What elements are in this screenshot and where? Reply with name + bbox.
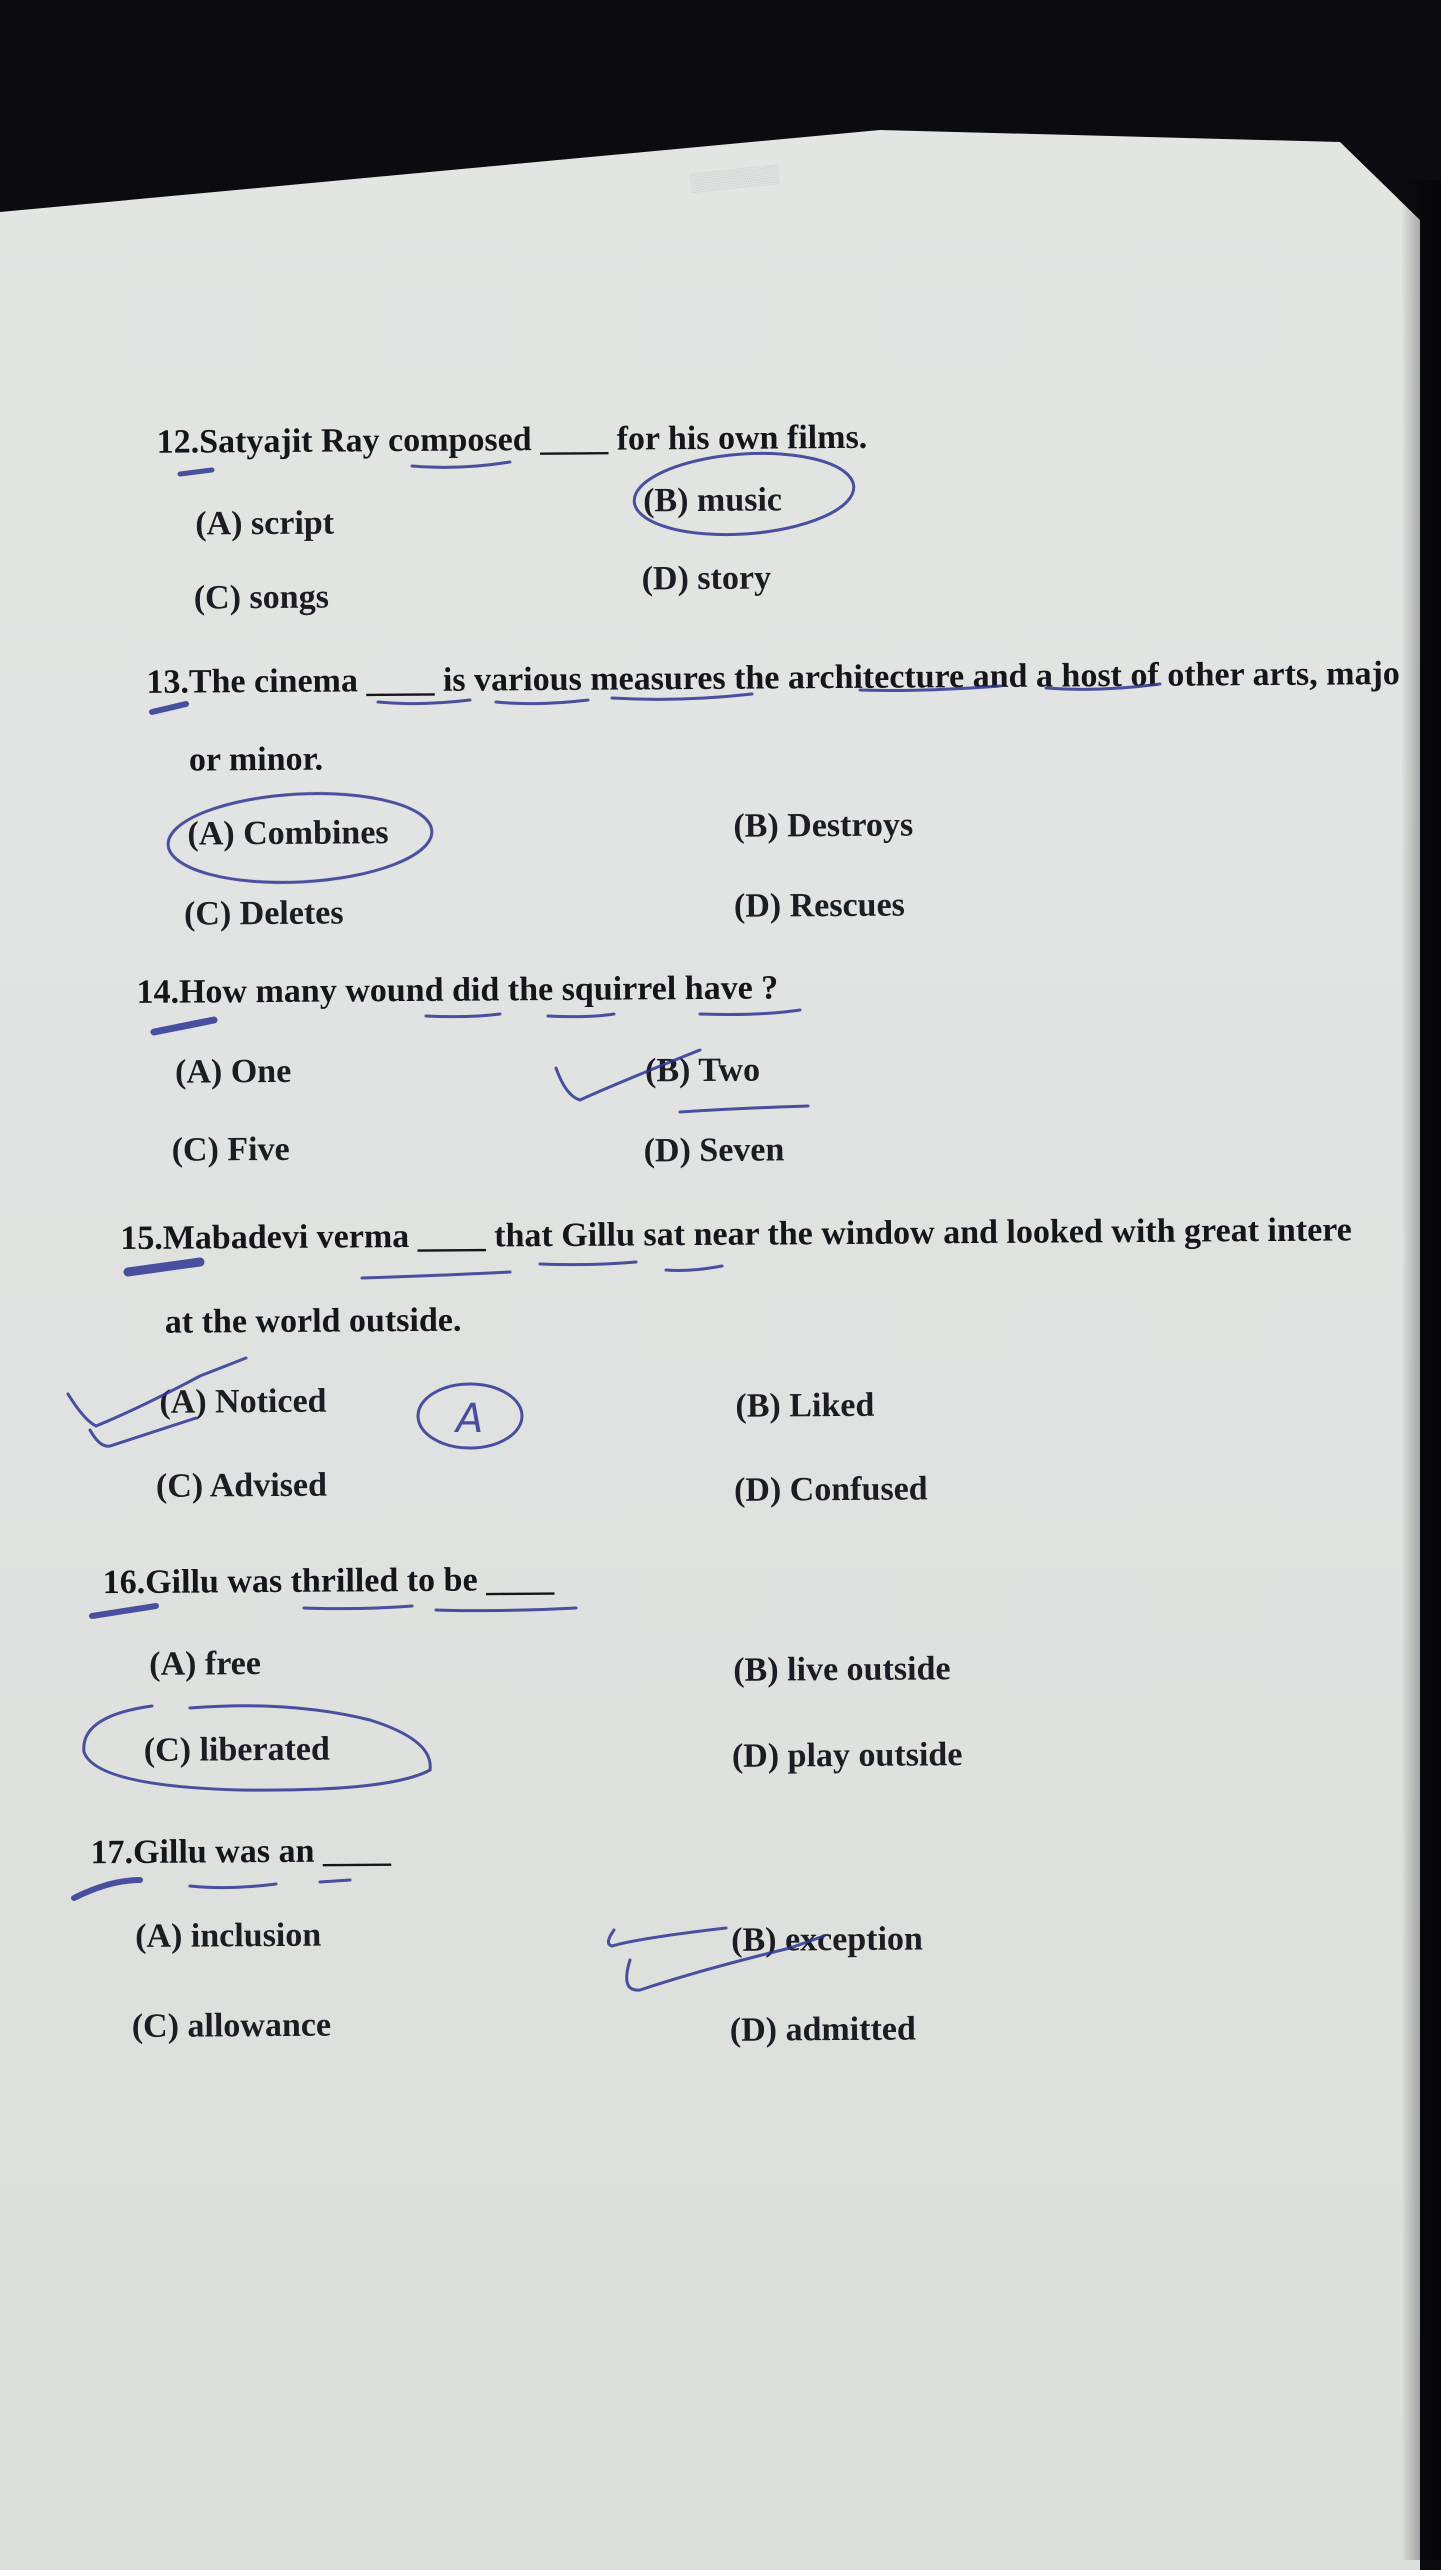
q12-option-b[interactable]: (B) music	[642, 481, 783, 520]
q12-option-c[interactable]: (C) songs	[193, 578, 329, 617]
faint-stamp-mark: ▒▒▒▒▒▒▒	[689, 163, 781, 193]
q14-option-b[interactable]: (B) Two	[644, 1051, 761, 1090]
q16-option-b[interactable]: (B) live outside	[733, 1650, 951, 1689]
q12-option-d[interactable]: (D) story	[641, 559, 772, 598]
handwritten-note: A	[456, 1396, 484, 1442]
q17-option-d[interactable]: (D) admitted	[729, 2010, 916, 2049]
q15-continuation: at the world outside.	[164, 1301, 462, 1341]
question-text: How many wound did the squirrel have ?	[178, 969, 779, 1011]
q16-option-d[interactable]: (D) play outside	[731, 1736, 963, 1775]
answer-blank: ____	[417, 1217, 486, 1255]
question-text-after: that Gillu sat near the window and looked with great intere	[494, 1211, 1352, 1255]
question-text: Mabadevi verma	[162, 1218, 410, 1257]
question-text: Gillu was thrilled to be	[145, 1561, 478, 1601]
question-13	[146, 655, 1400, 702]
q12-option-a[interactable]: (A) script	[195, 504, 335, 543]
question-text-after: for his own films.	[616, 418, 868, 458]
question-15	[120, 1211, 1352, 1258]
question-17	[90, 1832, 391, 1872]
q15-option-a[interactable]: (A) Noticed	[159, 1382, 327, 1421]
question-text: The cinema	[188, 662, 359, 701]
q15-option-c[interactable]: (C) Advised	[155, 1466, 328, 1505]
q15-option-b[interactable]: (B) Liked	[735, 1386, 875, 1425]
q14-option-d[interactable]: (D) Seven	[643, 1131, 785, 1170]
q17-option-c[interactable]: (C) allowance	[131, 2006, 332, 2045]
q15-option-d[interactable]: (D) Confused	[733, 1470, 928, 1509]
q13-option-d[interactable]: (D) Rescues	[733, 886, 905, 925]
question-number: 15.	[120, 1219, 163, 1258]
question-number: 12.	[156, 423, 200, 461]
q13-option-c[interactable]: (C) Deletes	[183, 894, 344, 933]
q16-option-c[interactable]: (C) liberated	[143, 1730, 330, 1769]
q14-option-c[interactable]: (C) Five	[171, 1130, 290, 1169]
q13-option-a[interactable]: (A) Combines	[187, 814, 389, 853]
answer-blank: ____	[366, 661, 435, 700]
question-text-after: is various measures the architecture and a host of other arts, majo	[442, 655, 1400, 699]
question-number: 13.	[146, 663, 190, 701]
q17-option-a[interactable]: (A) inclusion	[134, 1916, 322, 1955]
q14-option-a[interactable]: (A) One	[174, 1052, 292, 1091]
answer-blank: ____	[485, 1561, 555, 1599]
question-text: Gillu was an	[132, 1832, 315, 1871]
question-number: 14.	[136, 973, 180, 1011]
q13-option-b[interactable]: (B) Destroys	[733, 806, 914, 845]
question-14	[136, 969, 778, 1011]
q13-continuation: or minor.	[188, 740, 324, 779]
answer-blank: ____	[539, 420, 609, 459]
question-16	[103, 1561, 555, 1602]
answer-blank: ____	[322, 1832, 392, 1870]
question-12	[157, 419, 868, 462]
question-number: 17.	[90, 1833, 134, 1872]
q17-option-b[interactable]: (B) exception	[731, 1920, 923, 1959]
q16-option-a[interactable]: (A) free	[149, 1645, 262, 1683]
question-number: 16.	[102, 1563, 146, 1602]
question-text: Satyajit Ray composed	[199, 421, 532, 461]
